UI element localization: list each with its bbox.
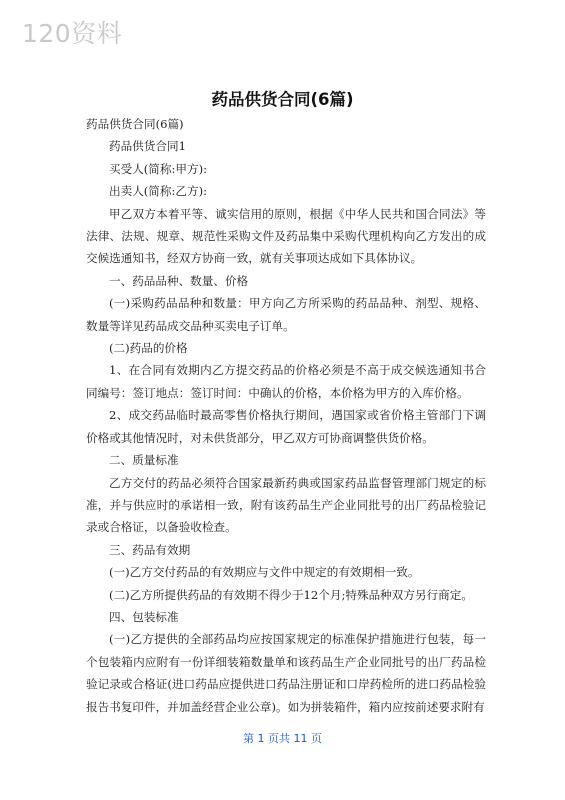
- paragraph: 乙方交付的药品必须符合国家最新药典或国家药品监督管理部门规定的标准，并与供应时的承诺相一致，附有该药品生产企业同批号的出厂药品检验记录或合格证，以备验收检查。: [86, 475, 486, 535]
- paragraph: 1、在合同有效期内乙方提交药品的价格必须是不高于成交候选通知书合同编号：签订地点：签订时间：中确认的价格，本价格为甲方的入库价格。: [86, 363, 486, 400]
- page-number: 第 1 页共 11 页: [243, 732, 322, 745]
- paragraph: 甲乙双方本着平等、诚实信用的原则，根据《中华人民共和国合同法》等法律、法规、规章、规范性采购文件及药品集中采购代理机构向乙方发出的成交候选通知书，经双方协商一致，就有关事项达成如下具体协议。: [86, 206, 486, 266]
- document-title: 药品供货合同(6篇): [211, 90, 354, 109]
- paragraph: (一)采购药品品种和数量：甲方向乙方所采购的药品品种、剂型、规格、数量等详见药品成交品种买卖电子订单。: [86, 296, 486, 333]
- paragraph: (一)乙方提供的全部药品均应按国家规定的标准保护措施进行包装，每一个包装箱内应附有一份详细装箱数量单和该药品生产企业同批号的出厂药品检验记录或合格证(进口药品应提供进口药品注册证和口岸药检所的进口药品检验报告书复印件，并加盖经营企业公章)。如为拼装箱件，箱内应按前述要求附有: [86, 632, 486, 714]
- paragraph: (二)乙方所提供药品的有效期不得少于12个月;特殊品种双方另行商定。: [109, 587, 473, 602]
- document-body: [86, 113, 486, 718]
- paragraph: 买受人(简称:甲方):: [109, 161, 208, 176]
- section-heading: 三、药品有效期: [109, 542, 191, 557]
- paragraph: 2、成交药品临时最高零售价格执行期间，遇国家或省价格主管部门下调价格或其他情况时，对未供货部分，甲乙双方可协商调整供货价格。: [86, 408, 486, 445]
- section-heading: 四、包装标准: [109, 609, 179, 624]
- paragraph: (一)乙方交付药品的有效期应与文件中规定的有效期相一致。: [109, 565, 420, 580]
- paragraph: 药品供货合同(6篇): [86, 117, 184, 131]
- section-heading: 二、质量标准: [109, 453, 179, 468]
- paragraph: 药品供货合同1: [109, 139, 186, 154]
- paragraph: 出卖人(简称:乙方):: [109, 184, 208, 199]
- watermark-logo: 120资料: [22, 19, 123, 48]
- section-heading: 一、药品品种、数量、价格: [109, 273, 249, 288]
- paragraph: (二)药品的价格: [109, 341, 188, 356]
